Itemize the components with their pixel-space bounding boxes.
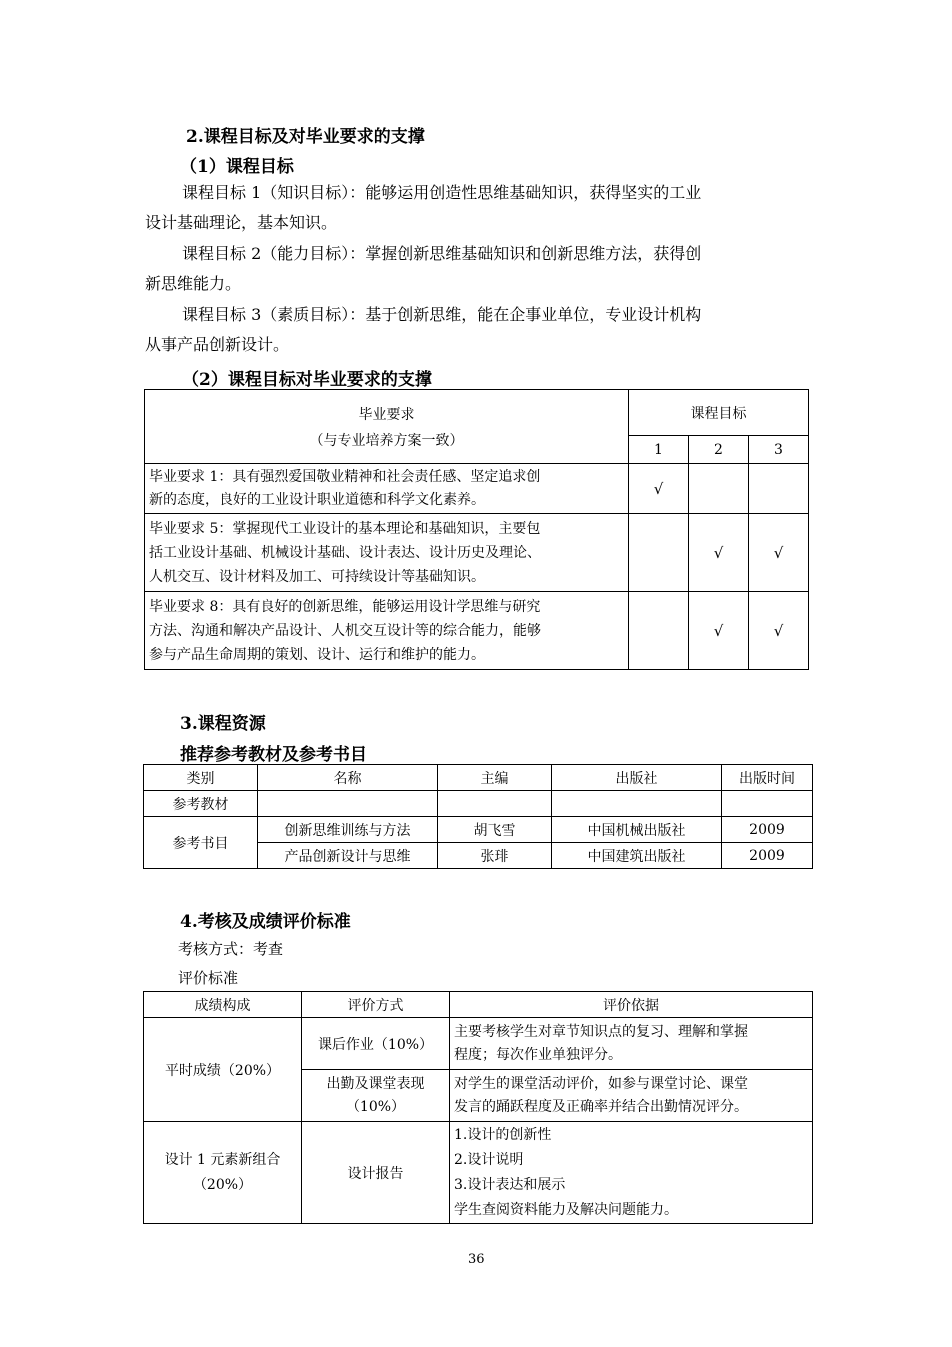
books-category-textbook: 参考教材 (144, 791, 258, 817)
book-name: 创新思维训练与方法 (258, 817, 438, 843)
eval-header-composition: 成绩构成 (144, 992, 302, 1018)
requirement-line: 人机交互、设计材料及加工、可持续设计等基础知识。 (149, 568, 485, 585)
evaluation-criteria-label: 评价标准 (178, 969, 239, 987)
check-cell (629, 592, 689, 670)
goal-num-3: 3 (749, 436, 809, 464)
books-table (143, 764, 813, 869)
book-publisher: 中国机械出版社 (552, 817, 722, 843)
book-editor: 胡飞雪 (438, 817, 552, 843)
empty-cell (552, 791, 722, 817)
empty-cell (722, 791, 813, 817)
basis-line: 主要考核学生对章节知识点的复习、理解和掌握 (454, 1023, 748, 1040)
basis-line: 程度；每次作业单独评分。 (454, 1046, 622, 1063)
empty-cell (258, 791, 438, 817)
requirement-line: 方法、沟通和解决产品设计、人机交互设计等的综合能力，能够 (149, 622, 541, 639)
table-row (144, 1018, 813, 1070)
book-name: 产品创新设计与思维 (258, 843, 438, 869)
eval-group-design (144, 1122, 302, 1224)
section2-sub1: （1）课程目标 (180, 157, 294, 177)
goal1-line2: 设计基础理论，基本知识。 (145, 213, 338, 232)
basis-line: 发言的踊跃程度及正确率并结合出勤情况评分。 (454, 1098, 748, 1115)
section3-title: 3.课程资源 (180, 714, 266, 734)
requirement-cell (145, 464, 629, 514)
check-cell: √ (749, 514, 809, 592)
section4-title: 4.考核及成绩评价标准 (180, 912, 351, 932)
basis-line: 1.设计的创新性 (454, 1126, 552, 1143)
requirement-line: 毕业要求 8：具有良好的创新思维，能够运用设计学思维与研究 (149, 598, 541, 615)
check-cell (749, 464, 809, 514)
check-cell: √ (689, 514, 749, 592)
basis-line: 学生查阅资料能力及解决问题能力。 (454, 1201, 678, 1218)
requirement-line: 括工业设计基础、机械设计基础、设计表达、设计历史及理论、 (149, 544, 541, 561)
method-line: 出勤及课堂表现 (326, 1075, 425, 1092)
requirement-line: 毕业要求 5：掌握现代工业设计的基本理论和基础知识，主要包 (149, 520, 541, 537)
eval-method-homework: 课后作业（10%） (302, 1018, 450, 1070)
check-cell: √ (629, 464, 689, 514)
eval-method-report: 设计报告 (302, 1122, 450, 1224)
check-cell: √ (689, 592, 749, 670)
table-row (145, 464, 809, 514)
table-row (144, 1122, 813, 1224)
books-header-year: 出版时间 (722, 765, 813, 791)
books-header-category: 类别 (144, 765, 258, 791)
requirement-line: 新的态度，良好的工业设计职业道德和科学文化素养。 (149, 491, 485, 508)
eval-method-attendance (302, 1070, 450, 1122)
requirement-line: 毕业要求 1：具有强烈爱国敬业精神和社会责任感、坚定追求创 (149, 468, 541, 485)
goal3-line1: 课程目标 3（素质目标）：基于创新思维，能在企事业单位，专业设计机构 (182, 305, 702, 324)
basis-line: 3.设计表达和展示 (454, 1176, 566, 1193)
check-cell (689, 464, 749, 514)
support-header-requirement (145, 390, 629, 464)
goal1-line1: 课程目标 1（知识目标）：能够运用创造性思维基础知识，获得坚实的工业 (182, 183, 702, 202)
books-header-editor: 主编 (438, 765, 552, 791)
group-line: 设计 1 元素新组合 (164, 1151, 281, 1168)
empty-cell (438, 791, 552, 817)
goal3-line2: 从事产品创新设计。 (145, 335, 290, 354)
goal-num-2: 2 (689, 436, 749, 464)
assessment-method: 考核方式：考查 (178, 940, 284, 958)
requirement-cell (145, 514, 629, 592)
requirement-line: 参与产品生命周期的策划、设计、运行和维护的能力。 (149, 646, 485, 663)
section3-sub: 推荐参考教材及参考书目 (180, 745, 367, 765)
check-cell: √ (749, 592, 809, 670)
table-row (145, 514, 809, 592)
support-table (144, 389, 809, 670)
goal-num-1: 1 (629, 436, 689, 464)
header-req-line2: （与专业培养方案一致） (309, 432, 464, 449)
eval-group-regular: 平时成绩（20%） (144, 1018, 302, 1122)
book-year: 2009 (722, 843, 813, 869)
check-cell (629, 514, 689, 592)
basis-line: 对学生的课堂活动评价，如参与课堂讨论、课堂 (454, 1075, 748, 1092)
eval-basis-homework (450, 1018, 813, 1070)
table-row (144, 817, 813, 843)
section2-sub2: （2）课程目标对毕业要求的支撑 (182, 370, 432, 390)
section2-title: 2.课程目标及对毕业要求的支撑 (186, 127, 425, 147)
requirement-cell (145, 592, 629, 670)
book-publisher: 中国建筑出版社 (552, 843, 722, 869)
eval-basis-report (450, 1122, 813, 1224)
goal2-line2: 新思维能力。 (145, 274, 242, 293)
method-line: （10%） (345, 1098, 406, 1115)
eval-header-basis: 评价依据 (450, 992, 813, 1018)
support-header-goals: 课程目标 (629, 390, 809, 436)
books-category-reference: 参考书目 (144, 817, 258, 869)
books-header-publisher: 出版社 (552, 765, 722, 791)
books-header-name: 名称 (258, 765, 438, 791)
group-line: （20%） (192, 1176, 253, 1193)
book-year: 2009 (722, 817, 813, 843)
goal2-line1: 课程目标 2（能力目标）：掌握创新思维基础知识和创新思维方法，获得创 (182, 244, 702, 263)
eval-basis-attendance (450, 1070, 813, 1122)
table-row (145, 592, 809, 670)
book-editor: 张琲 (438, 843, 552, 869)
basis-line: 2.设计说明 (454, 1151, 524, 1168)
header-req-line1: 毕业要求 (358, 406, 415, 423)
eval-header-method: 评价方式 (302, 992, 450, 1018)
eval-table (143, 991, 813, 1224)
page-number: 36 (468, 1252, 485, 1267)
